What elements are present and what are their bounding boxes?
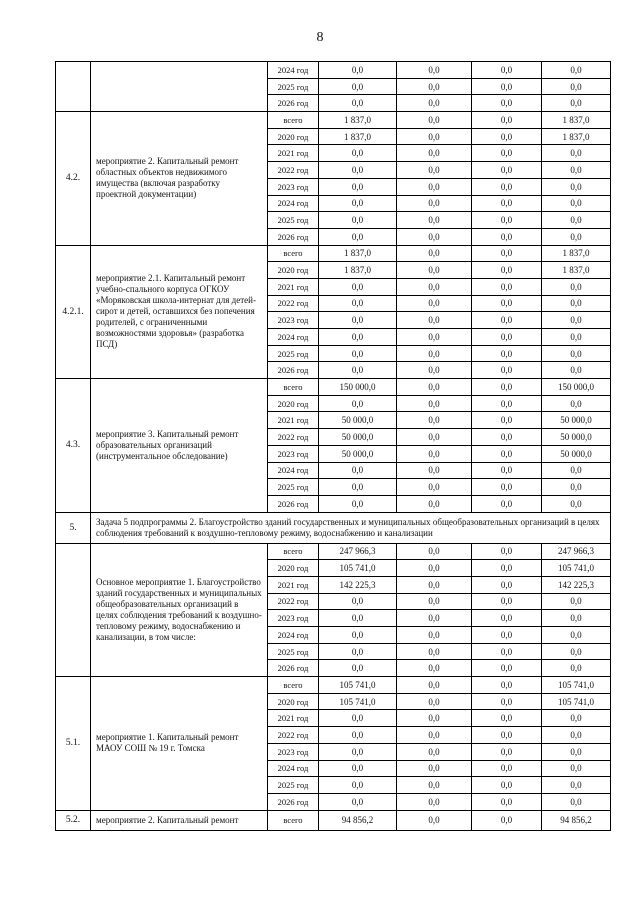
value-cell: 0,0 [319,777,397,794]
year-cell: 2022 год [268,593,319,610]
value-cell: 0,0 [472,228,542,245]
value-cell: 0,0 [397,212,472,229]
year-cell: 2022 год [268,727,319,744]
value-cell: 1 837,0 [542,245,611,262]
value-cell: 0,0 [397,660,472,677]
value-cell: 0,0 [397,710,472,727]
value-cell: 0,0 [472,145,542,162]
value-cell: 0,0 [472,112,542,129]
value-cell: 0,0 [319,479,397,496]
year-cell: 2026 год [268,495,319,512]
value-cell: 0,0 [472,345,542,362]
value-cell: 0,0 [397,245,472,262]
year-cell: 2023 год [268,445,319,462]
year-cell: всего [268,379,319,396]
year-cell: 2022 год [268,162,319,179]
section-code: 5.1. [56,677,91,811]
value-cell: 0,0 [472,412,542,429]
section-description: мероприятие 1. Капитальный ремонт МАОУ СОШ № 19 г. Томска [91,677,268,811]
value-cell: 0,0 [319,78,397,95]
year-cell: 2020 год [268,128,319,145]
value-cell: 0,0 [319,743,397,760]
value-cell: 0,0 [542,162,611,179]
value-cell: 0,0 [397,312,472,329]
year-cell: 2022 год [268,295,319,312]
value-cell: 0,0 [397,228,472,245]
value-cell: 1 837,0 [319,262,397,279]
year-cell: всего [268,810,319,831]
value-cell: 0,0 [472,178,542,195]
value-cell: 0,0 [542,627,611,644]
value-cell: 0,0 [542,727,611,744]
table-row [56,677,611,694]
year-cell: 2024 год [268,62,319,79]
value-cell: 0,0 [472,262,542,279]
value-cell: 50 000,0 [319,429,397,446]
year-cell: 2024 год [268,329,319,346]
section-description: мероприятие 2. Капитальный ремонт областных объектов недвижимого имущества (включая разработку проектной документации) [91,112,268,246]
year-cell: 2021 год [268,576,319,593]
year-cell: 2026 год [268,660,319,677]
year-cell: 2024 год [268,760,319,777]
section-code [56,62,91,112]
value-cell: 0,0 [319,212,397,229]
value-cell: 0,0 [472,495,542,512]
section-description: мероприятие 2.1. Капитальный ремонт учебно-спального корпуса ОГКОУ «Моряковская школа-интернат для детей-сирот и детей, оставшихся без попечения родителей, с ограниченными возможностями здоровья» (разработка ПСД) [91,245,268,379]
value-cell: 0,0 [397,643,472,660]
section-description [91,62,268,112]
value-cell: 0,0 [397,479,472,496]
value-cell: 50 000,0 [542,445,611,462]
year-cell: 2023 год [268,178,319,195]
value-cell: 50 000,0 [319,412,397,429]
value-cell: 0,0 [397,543,472,560]
task-row [56,512,611,543]
page-number: 8 [316,30,324,45]
year-cell: 2020 год [268,262,319,279]
value-cell: 0,0 [542,710,611,727]
value-cell: 0,0 [472,610,542,627]
value-cell: 0,0 [319,62,397,79]
year-cell: 2020 год [268,560,319,577]
value-cell: 0,0 [542,62,611,79]
value-cell: 105 741,0 [542,693,611,710]
value-cell: 0,0 [472,78,542,95]
value-cell: 0,0 [397,278,472,295]
year-cell: 2023 год [268,610,319,627]
value-cell: 0,0 [397,495,472,512]
section-code: 5.2. [56,810,91,831]
year-cell: 2021 год [268,710,319,727]
value-cell: 0,0 [397,462,472,479]
value-cell: 0,0 [472,710,542,727]
value-cell: 0,0 [472,212,542,229]
value-cell: 0,0 [542,610,611,627]
value-cell: 0,0 [397,627,472,644]
value-cell: 0,0 [542,743,611,760]
value-cell: 0,0 [472,576,542,593]
value-cell: 0,0 [397,610,472,627]
section-description: мероприятие 2. Капитальный ремонт [91,810,268,831]
value-cell: 150 000,0 [319,379,397,396]
value-cell: 0,0 [397,560,472,577]
year-cell: 2025 год [268,78,319,95]
value-cell: 0,0 [319,362,397,379]
value-cell: 0,0 [397,78,472,95]
year-cell: 2020 год [268,693,319,710]
value-cell: 0,0 [397,329,472,346]
value-cell: 0,0 [319,395,397,412]
value-cell: 0,0 [542,395,611,412]
value-cell: 0,0 [397,693,472,710]
section-code: 4.2. [56,112,91,246]
value-cell: 0,0 [472,693,542,710]
value-cell: 0,0 [319,145,397,162]
value-cell: 0,0 [397,760,472,777]
value-cell: 0,0 [542,95,611,112]
value-cell: 0,0 [472,560,542,577]
value-cell: 0,0 [319,95,397,112]
year-cell: всего [268,677,319,694]
value-cell: 0,0 [397,112,472,129]
value-cell: 0,0 [472,593,542,610]
table-body [56,62,611,831]
value-cell: 1 837,0 [542,262,611,279]
year-cell: 2023 год [268,743,319,760]
value-cell: 0,0 [397,62,472,79]
table-row [56,112,611,129]
value-cell: 0,0 [542,295,611,312]
value-cell: 105 741,0 [319,560,397,577]
value-cell: 0,0 [472,793,542,810]
value-cell: 0,0 [319,312,397,329]
value-cell: 0,0 [319,178,397,195]
value-cell: 0,0 [542,78,611,95]
value-cell: 0,0 [542,278,611,295]
value-cell: 142 225,3 [542,576,611,593]
value-cell: 0,0 [472,760,542,777]
value-cell: 0,0 [319,627,397,644]
year-cell: 2020 год [268,395,319,412]
section-code: 5. [56,512,91,543]
value-cell: 0,0 [319,295,397,312]
year-cell: 2025 год [268,345,319,362]
value-cell: 105 741,0 [542,560,611,577]
section-code [56,543,91,677]
value-cell: 0,0 [397,445,472,462]
value-cell: 0,0 [397,593,472,610]
value-cell: 0,0 [397,793,472,810]
value-cell: 0,0 [472,128,542,145]
table-row [56,810,611,831]
value-cell: 0,0 [319,710,397,727]
value-cell: 0,0 [472,660,542,677]
table-row [56,245,611,262]
value-cell: 94 856,2 [319,810,397,831]
value-cell: 0,0 [472,95,542,112]
section-code: 4.2.1. [56,245,91,379]
value-cell: 0,0 [542,145,611,162]
value-cell: 0,0 [319,593,397,610]
budget-table [55,61,611,831]
value-cell: 0,0 [472,445,542,462]
value-cell: 0,0 [542,593,611,610]
value-cell: 0,0 [542,462,611,479]
value-cell: 0,0 [542,345,611,362]
year-cell: 2025 год [268,212,319,229]
value-cell: 0,0 [319,278,397,295]
value-cell: 0,0 [397,379,472,396]
value-cell: 0,0 [542,793,611,810]
value-cell: 0,0 [472,245,542,262]
value-cell: 0,0 [397,345,472,362]
value-cell: 150 000,0 [542,379,611,396]
year-cell: 2024 год [268,195,319,212]
year-cell: 2021 год [268,412,319,429]
value-cell: 94 856,2 [542,810,611,831]
value-cell: 1 837,0 [542,112,611,129]
value-cell: 105 741,0 [319,677,397,694]
value-cell: 0,0 [542,212,611,229]
value-cell: 0,0 [397,727,472,744]
value-cell: 0,0 [319,760,397,777]
year-cell: 2026 год [268,793,319,810]
value-cell: 1 837,0 [319,245,397,262]
value-cell: 0,0 [319,195,397,212]
value-cell: 50 000,0 [542,412,611,429]
value-cell: 0,0 [319,610,397,627]
value-cell: 0,0 [319,345,397,362]
value-cell: 105 741,0 [542,677,611,694]
year-cell: 2025 год [268,777,319,794]
value-cell: 247 966,3 [542,543,611,560]
value-cell: 0,0 [542,312,611,329]
value-cell: 0,0 [319,462,397,479]
value-cell: 0,0 [542,178,611,195]
section-description: Основное мероприятие 1. Благоустройство зданий государственных и муниципальных общеобразовательных организаций в целях соблюдения требований к воздушно-тепловому режиму, водоснабжению и канализации, в том числе: [91,543,268,677]
task-text: Задача 5 подпрограммы 2. Благоустройство зданий государственных и муниципальных общеобразовательных организаций в целях соблюдения требований к воздушно-тепловому режиму, водоснабжению и канализации [91,512,611,543]
value-cell: 0,0 [319,495,397,512]
value-cell: 0,0 [472,462,542,479]
year-cell: 2024 год [268,627,319,644]
value-cell: 0,0 [397,262,472,279]
value-cell: 0,0 [472,727,542,744]
value-cell: 0,0 [472,543,542,560]
value-cell: 0,0 [319,329,397,346]
year-cell: 2021 год [268,145,319,162]
year-cell: всего [268,112,319,129]
value-cell: 0,0 [319,727,397,744]
section-description: мероприятие 3. Капитальный ремонт образовательных организаций (инструментальное обследование) [91,379,268,513]
value-cell: 0,0 [397,128,472,145]
value-cell: 0,0 [472,362,542,379]
value-cell: 0,0 [472,195,542,212]
value-cell: 142 225,3 [319,576,397,593]
value-cell: 0,0 [472,312,542,329]
value-cell: 50 000,0 [319,445,397,462]
value-cell: 1 837,0 [542,128,611,145]
value-cell: 0,0 [319,660,397,677]
value-cell: 0,0 [319,643,397,660]
value-cell: 0,0 [472,278,542,295]
value-cell: 0,0 [542,495,611,512]
value-cell: 0,0 [542,228,611,245]
value-cell: 0,0 [397,743,472,760]
value-cell: 0,0 [542,479,611,496]
year-cell: 2023 год [268,312,319,329]
value-cell: 0,0 [472,810,542,831]
value-cell: 0,0 [397,576,472,593]
value-cell: 0,0 [472,777,542,794]
value-cell: 0,0 [472,643,542,660]
value-cell: 0,0 [472,295,542,312]
value-cell: 0,0 [397,412,472,429]
value-cell: 0,0 [397,362,472,379]
value-cell: 0,0 [319,793,397,810]
value-cell: 0,0 [472,429,542,446]
value-cell: 0,0 [542,643,611,660]
value-cell: 0,0 [397,295,472,312]
year-cell: всего [268,245,319,262]
value-cell: 0,0 [542,760,611,777]
value-cell: 0,0 [397,95,472,112]
year-cell: 2025 год [268,479,319,496]
value-cell: 0,0 [397,395,472,412]
value-cell: 0,0 [472,379,542,396]
year-cell: 2024 год [268,462,319,479]
value-cell: 0,0 [397,777,472,794]
value-cell: 0,0 [472,677,542,694]
value-cell: 0,0 [472,395,542,412]
value-cell: 0,0 [397,195,472,212]
year-cell: 2022 год [268,429,319,446]
value-cell: 0,0 [472,627,542,644]
value-cell: 0,0 [397,677,472,694]
value-cell: 0,0 [397,162,472,179]
value-cell: 0,0 [397,145,472,162]
value-cell: 0,0 [319,162,397,179]
value-cell: 0,0 [542,195,611,212]
year-cell: 2026 год [268,228,319,245]
value-cell: 50 000,0 [542,429,611,446]
value-cell: 0,0 [542,329,611,346]
table-row [56,62,611,79]
section-code: 4.3. [56,379,91,513]
year-cell: 2025 год [268,643,319,660]
value-cell: 0,0 [472,62,542,79]
value-cell: 0,0 [472,479,542,496]
value-cell: 1 837,0 [319,112,397,129]
value-cell: 105 741,0 [319,693,397,710]
year-cell: всего [268,543,319,560]
value-cell: 0,0 [319,228,397,245]
year-cell: 2026 год [268,95,319,112]
value-cell: 1 837,0 [319,128,397,145]
table-row [56,543,611,560]
value-cell: 0,0 [472,162,542,179]
value-cell: 0,0 [472,743,542,760]
value-cell: 0,0 [542,660,611,677]
value-cell: 0,0 [397,429,472,446]
year-cell: 2021 год [268,278,319,295]
year-cell: 2026 год [268,362,319,379]
table-row [56,379,611,396]
value-cell: 0,0 [542,362,611,379]
value-cell: 0,0 [397,810,472,831]
value-cell: 0,0 [542,777,611,794]
value-cell: 247 966,3 [319,543,397,560]
value-cell: 0,0 [472,329,542,346]
value-cell: 0,0 [397,178,472,195]
